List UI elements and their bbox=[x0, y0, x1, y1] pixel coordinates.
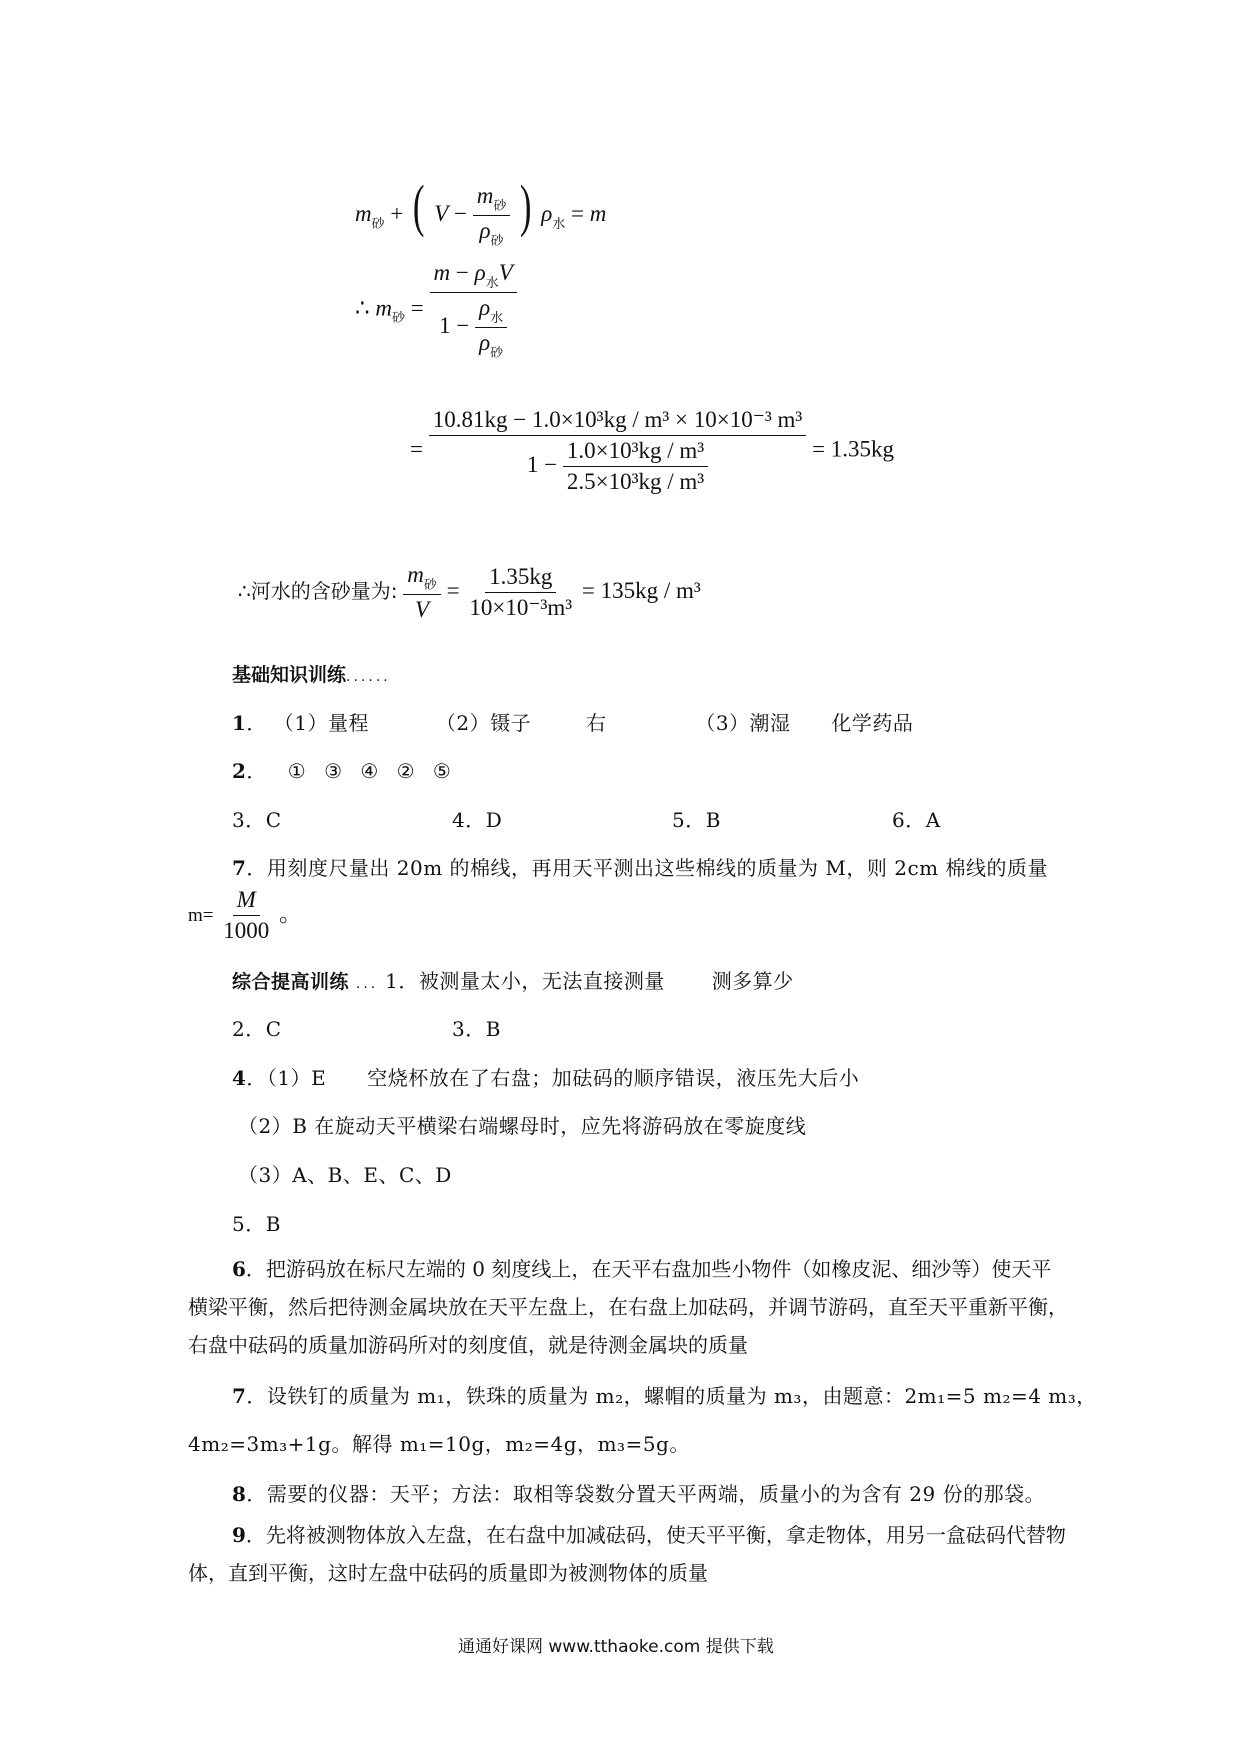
advanced-q9: 9．先将被测物体放入左盘，在右盘中加减砝码，使天平平衡，拿走物体，用另一盒砝码代替物体，直到平衡，这时左盘中砝码的质量即为被测物体的质量 bbox=[188, 1523, 1066, 1585]
advanced-q4-line2: （2）B 在旋动天平横梁右端螺母时，应先将游码放在零旋度线 bbox=[238, 1114, 807, 1138]
advanced-heading-row: 综合提高训练 ... 1．被测量太小，无法直接测量 测多算少 bbox=[232, 969, 794, 993]
advanced-q6: 6．把游码放在标尺左端的 0 刻度线上，在天平右盘加些小物件（如橡皮泥、细沙等）使天平横梁平衡，然后把待测金属块放在天平左盘上，在右盘上加砝码，并调节游码，直至天平重新平衡，右盘中砝码的质量加游码所对的刻度值，就是待测金属块的质量 bbox=[188, 1257, 1068, 1357]
fraction-m-over-rho: $\frac{m_砂}{\rho_砂}$ bbox=[473, 181, 511, 250]
advanced-q7-line1: 7．设铁钉的质量为 m₁，铁珠的质量为 m₂，螺帽的质量为 m₃，由题意：2m₁=5 m₂=4 m₃， bbox=[232, 1384, 1097, 1408]
fraction-sand-mass: $m - \rho_水V$ 1 − $\frac{\rho_水}{\rho_砂}$ bbox=[430, 258, 517, 362]
basic-q2: 2． ① ③ ④ ② ⑤ bbox=[232, 759, 457, 783]
advanced-q4-line3: （3）A、B、E、C、D bbox=[238, 1163, 452, 1187]
basic-q7: 7．用刻度尺量出 20m 的棉线，再用天平测出这些棉线的质量为 M，则 2cm 棉线的质量 bbox=[232, 856, 1048, 880]
equation-sand-content: ∴河水的含砂量为: $\frac{m_砂}{V}$ = $\frac{1.35kg}{\text{10×10⁻³m³}}$ = 135kg / m³ bbox=[238, 560, 701, 625]
heading-basic-training: 基础知识训练...... bbox=[232, 664, 391, 686]
advanced-q7-line2: 4m₂=3m₃+1g。解得 m₁=10g，m₂=4g，m₃=5g。 bbox=[188, 1432, 690, 1456]
fraction-m-over-v: $\frac{m_砂}{V}$ bbox=[403, 560, 441, 625]
basic-q3: 3．C bbox=[232, 808, 282, 832]
basic-q6: 6．A bbox=[892, 808, 941, 832]
advanced-q2: 2．C bbox=[232, 1017, 282, 1041]
page-footer: 通通好课网 www.tthaoke.com 提供下载 bbox=[458, 1637, 774, 1657]
equation-numeric-substitution: = 10.81kg − 1.0×10³kg / m³ × 10×10⁻³ m³ 1 − $\frac{\text{1.0×10³kg / m³}}{\text{2.5×10³kg / m³}}$ = 1.35kg bbox=[410, 405, 894, 497]
advanced-q3: 3．B bbox=[452, 1017, 501, 1041]
q1-part-2: （2）镊子 bbox=[435, 711, 532, 735]
q1-part-4: （3）潮湿 bbox=[695, 711, 791, 735]
basic-q1: 1． （1）量程 （2）镊子 右 （3）潮湿 化学药品 bbox=[232, 711, 914, 735]
advanced-q5: 5．B bbox=[232, 1212, 281, 1236]
advanced-q8: 8．需要的仪器：天平；方法：取相等袋数分置天平两端，质量小的为含有 29 份的那袋。 bbox=[232, 1482, 1046, 1506]
q1-part-5: 化学药品 bbox=[831, 711, 914, 735]
equation-mass-balance: $m_砂$ + ( V − $\frac{m_砂}{\rho_砂}$ ) $\rho_水 = m$ bbox=[355, 173, 607, 250]
fraction-content: $\frac{1.35kg}{\text{10×10⁻³m³}}$ bbox=[469, 564, 573, 620]
basic-q5: 5．B bbox=[672, 808, 721, 832]
q1-part-3: 右 bbox=[585, 711, 607, 735]
equation-solve-sand-mass: ∴ $m_砂$ = $m - \rho_水V$ 1 − $\frac{\rho_水}{\rho_砂}$ bbox=[355, 258, 517, 362]
basic-q7-formula: m= $\frac{M}{1000}$ 。 bbox=[188, 885, 302, 946]
q1-part-1: （1）量程 bbox=[273, 711, 370, 735]
basic-q4: 4．D bbox=[452, 808, 503, 832]
fraction-numeric: 10.81kg − 1.0×10³kg / m³ × 10×10⁻³ m³ 1 − $\frac{\text{1.0×10³kg / m³}}{\text{2.5×10³kg / m³}}$ bbox=[429, 405, 807, 497]
fraction-m-over-1000: $\frac{M}{1000}$ bbox=[223, 887, 270, 943]
heading-advanced-training: 综合提高训练 bbox=[232, 971, 350, 993]
advanced-q4-line1: 4．（1）E 空烧杯放在了右盘；加砝码的顺序错误，液压先大后小 bbox=[232, 1066, 860, 1090]
